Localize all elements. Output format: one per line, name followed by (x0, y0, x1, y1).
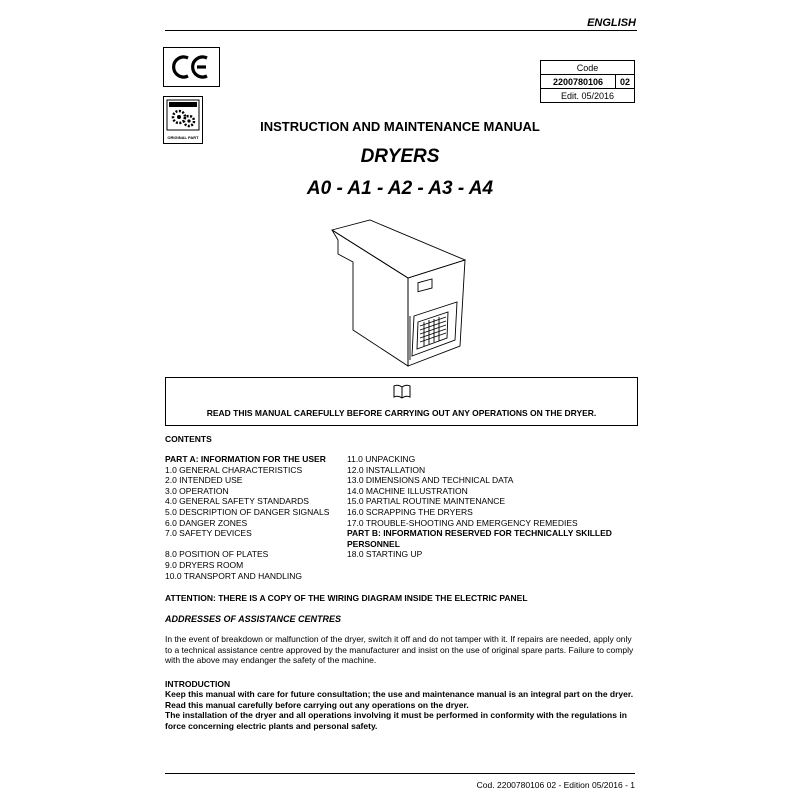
book-icon (393, 384, 411, 400)
contents-item: 17.0 TROUBLE-SHOOTING AND EMERGENCY REMEDIES (347, 517, 578, 528)
contents-item: 2.0 INTENDED USE (165, 475, 243, 486)
contents-left-column (165, 454, 329, 581)
contents-item: 12.0 INSTALLATION (347, 464, 426, 475)
ce-mark-logo (163, 47, 220, 87)
read-manual-text: READ THIS MANUAL CAREFULLY BEFORE CARRYING OUT ANY OPERATIONS ON THE DRYER. (206, 408, 597, 418)
contents-item: 1.0 GENERAL CHARACTERISTICS (165, 464, 303, 475)
introduction-heading: INTRODUCTION (165, 679, 231, 689)
code-label: Code (541, 61, 635, 75)
attention-note: ATTENTION: THERE IS A COPY OF THE WIRING DIAGRAM INSIDE THE ELECTRIC PANEL (165, 593, 528, 603)
contents-item: 8.0 POSITION OF PLATES (165, 549, 269, 560)
contents-right-column (347, 454, 612, 560)
ce-icon (171, 52, 213, 82)
contents-item: PART A: INFORMATION FOR THE USER (165, 454, 326, 464)
language-label: ENGLISH (587, 17, 636, 29)
contents-spacer (165, 539, 329, 550)
models-title: A0 - A1 - A2 - A3 - A4 (306, 178, 494, 199)
introduction-text (165, 689, 635, 731)
footer-text: Cod. 2200780106 02 - Edition 05/2016 - 1 (476, 780, 635, 790)
assistance-paragraph: In the event of breakdown or malfunction of the dryer, switch it off and do not tamper with it. If repairs are needed, apply only to a technical assistance centre approved by the manufacturer and insist on the use of original spare parts. Failure to comply with the above may endanger the safety of the machine. (165, 634, 634, 666)
addresses-heading: ADDRESSES OF ASSISTANCE CENTRES (165, 614, 342, 624)
introduction-line-2: The installation of the dryer and all operations involving it must be performed in conformity with the regulations in force concerning electric plants and personal safety. (165, 710, 627, 731)
contents-part-b: PART B: INFORMATION RESERVED FOR TECHNICALLY SKILLED (347, 528, 612, 539)
contents-item: 5.0 DESCRIPTION OF DANGER SIGNALS (165, 506, 330, 517)
manual-title: INSTRUCTION AND MAINTENANCE MANUAL (260, 119, 540, 134)
footer-rule (165, 773, 635, 774)
contents-item: 10.0 TRANSPORT AND HANDLING (165, 570, 302, 581)
contents-item: 4.0 GENERAL SAFETY STANDARDS (165, 496, 309, 507)
introduction-line-1: Keep this manual with care for future consultation; the use and maintenance manual is an integral part on the dryer. Read this manual carefully before carrying out any operations on the dryer. (165, 689, 634, 710)
contents-item: 14.0 MACHINE ILLUSTRATION (347, 485, 468, 496)
contents-item: 13.0 DIMENSIONS AND TECHNICAL DATA (347, 475, 514, 486)
dryer-illustration (320, 218, 470, 368)
read-manual-notice (165, 377, 638, 426)
contents-item: 7.0 SAFETY DEVICES (165, 528, 252, 539)
code-box (540, 60, 635, 103)
header-rule (165, 30, 637, 31)
contents-item: 9.0 DRYERS ROOM (165, 559, 244, 570)
contents-item: 18.0 STARTING UP (347, 549, 423, 560)
code-number: 2200780106 (541, 75, 616, 89)
contents-item: 3.0 OPERATION (165, 485, 229, 496)
contents-item: 16.0 SCRAPPING THE DRYERS (347, 506, 473, 517)
contents-item: 15.0 PARTIAL ROUTINE MAINTENANCE (347, 496, 506, 507)
product-title: DRYERS (360, 146, 440, 167)
contents-heading: CONTENTS (165, 434, 212, 444)
edition-label: Edit. 05/2016 (541, 89, 635, 103)
code-revision: 02 (616, 75, 635, 89)
contents-item: 6.0 DANGER ZONES (165, 517, 248, 528)
svg-text:ORIGINAL PART: ORIGINAL PART (167, 135, 199, 140)
contents-item: 11.0 UNPACKING (347, 454, 416, 464)
contents-part-b-cont: PERSONNEL (347, 538, 400, 549)
